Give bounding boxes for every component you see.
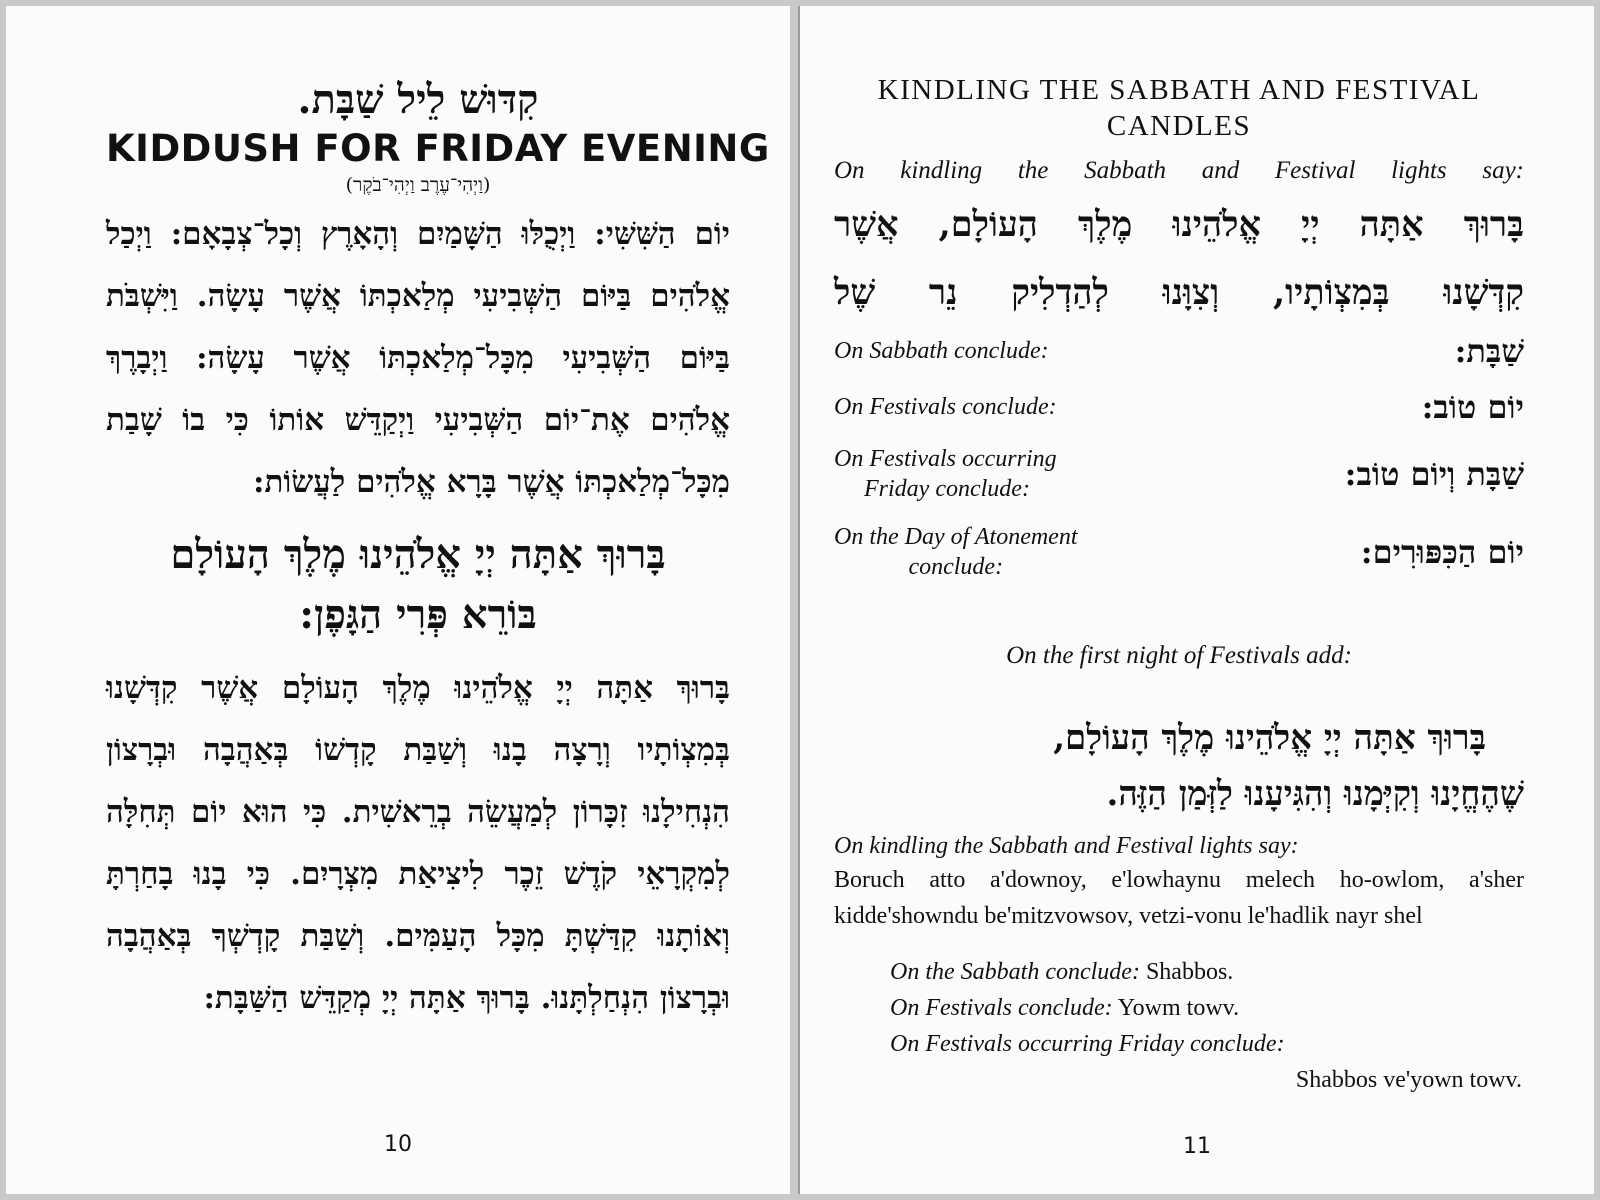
candles-title-line-2: CANDLES [1106,110,1252,142]
conclusion-row [834,444,1524,504]
kiddush-paragraph-2: בָּרוּךְ אַתָּה יְיָ אֱלֹהֵינוּ מֶלֶךְ הָעוֹלָם אֲשֶׁר קִדְּשָׁנוּ בְּמִצְוֹתָיו וְרָצָה בָנוּ וְשַׁבַּת קָדְשׁוֹ בְּאַהֲבָה וּבְרָצוֹן הִנְחִילָנוּ זִכָּרוֹן לְמַעֲשֵׂה בְרֵאשִׁית. כִּי הוּא יוֹם תְּחִלָּה לְמִקְרָאֵי קֹדֶשׁ זֵכֶר לִיצִיאַת מִצְרָיִם. כִּי בָנוּ בָחַרְתָּ וְאוֹתָנוּ קִדַּשְׁתָּ מִכָּל הָעַמִּים. וְשַׁבַּת קָדְשְׁךָ בְּאַהֲבָה וּבְרָצוֹן הִנְחַלְתָּנוּ. בָּרוּךְ אַתָּה יְיָ מְקַדֵּשׁ הַשַּׁבָּת: [106,670,730,1016]
instruction-first-night: On the first night of Festivals add: [1006,642,1352,669]
candles-title [834,72,1524,144]
right-page [798,6,1594,1194]
transliteration-conclusions [890,954,1524,1098]
page-number-right: 11 [1183,1134,1211,1159]
blessing-over-wine [106,525,730,645]
conclusion-hebrew: יוֹם הַכִּפּוּרִים: [1360,533,1524,571]
shehecheyanu-line-1: בָּרוּךְ אַתָּה יְיָ אֱלֹהֵינוּ מֶלֶךְ הָעוֹלָם, [1053,718,1486,758]
conclusion-hebrew: יוֹם טוֹב: [1421,388,1524,426]
conclusion-label [834,522,1078,582]
kiddush-title: KIDDUSH FOR FRIDAY EVENING [106,127,770,170]
conclusion-hebrew: שַׁבָּת וְיוֹם טוֹב: [1344,455,1524,493]
translit-sabbath [890,954,1524,990]
conclusion-label-line: conclude: [908,554,1004,580]
candle-blessing-line-1: בָּרוּךְ אַתָּה יְיָ אֱלֹהֵינוּ מֶלֶךְ הָעוֹלָם, אֲשֶׁר [834,204,1524,245]
kiddush-subtitle: (וַיְהִי־עֶרֶב וַיְהִי־בֹקֶר) [345,174,491,196]
conclusion-label-line: On Festivals conclude: [834,394,1057,420]
instruction-kindling-transliteration: On kindling the Sabbath and Festival lights say: [834,833,1299,859]
blessing-line-1: בָּרוּךְ אַתָּה יְיָ אֱלֹהֵינוּ מֶלֶךְ הָעוֹלָם [170,531,666,578]
translit-sabbath-label: On the Sabbath conclude: [890,959,1140,985]
translit-festivals-label: On Festivals conclude: [890,995,1113,1021]
candle-blessing-line-2: קִדְּשָׁנוּ בְּמִצְוֹתָיו, וְצִוָּנוּ לְהַדְלִיק נֵר שֶׁל [834,272,1524,313]
candles-title-line-1: KINDLING THE SABBATH AND FESTIVAL [877,74,1481,106]
conclusion-label-line: Friday conclude: [864,476,1030,502]
kiddush-hebrew-title: קִדּוּשׁ לֵיל שַׁבָּת. [297,76,539,123]
conclusion-row [834,388,1524,426]
translit-friday-value: Shabbos ve'yown towv. [1295,1067,1522,1093]
conclusions-list [834,332,1524,582]
blessing-line-2: בּוֹרֵא פְּרִי הַגָּפֶן: [299,591,537,638]
instruction-kindling: On kindling the Sabbath and Festival lights say: [834,157,1524,184]
conclusion-row [834,332,1524,370]
conclusion-hebrew: שַׁבָּת: [1454,332,1524,370]
conclusion-label-line: On the Day of Atonement [834,524,1078,550]
left-page [6,6,790,1194]
translit-friday-label: On Festivals occurring Friday conclude: [890,1031,1285,1057]
conclusion-row [834,522,1524,582]
shehecheyanu-line-2: שֶׁהֶחֱיָנוּ וְקִיְּמָנוּ וְהִגִּיעָנוּ לַזְּמַן הַזֶּה. [1106,774,1524,814]
conclusion-label-line: On Festivals occurring [834,446,1057,472]
translit-sabbath-value: Shabbos. [1145,959,1234,985]
transliteration-text: Boruch atto a'downoy, e'lowhaynu melech ho-owlom, a'sher kidde'showndu be'mitzvowsov, vetzi-vonu le'hadlik nayr shel [834,867,1524,929]
conclusion-label [834,392,1057,422]
translit-festivals-value: Yowm towv. [1117,995,1240,1021]
page-number-left: 10 [384,1132,412,1157]
conclusion-label [834,444,1057,504]
conclusion-label-line: On Sabbath conclude: [834,338,1049,364]
conclusion-label [834,336,1049,366]
kiddush-paragraph-1: יוֹם הַשִּׁשִּׁי: וַיְכֻלּוּ הַשָּׁמַיִם וְהָאָרֶץ וְכָל־צְבָאָם: וַיְכַל אֱלֹהִים בַּיּוֹם הַשְּׁבִיעִי מְלַאכְתּוֹ אֲשֶׁר עָשָׂה. וַיִּשְׁבֹּת בַּיּוֹם הַשְּׁבִיעִי מִכָּל־מְלַאכְתּוֹ אֲשֶׁר עָשָׂה: וַיְבָרֶךְ אֱלֹהִים אֶת־יוֹם הַשְּׁבִיעִי וַיְקַדֵּשׁ אוֹתוֹ כִּי בוֹ שָׁבַת מִכָּל־מְלַאכְתּוֹ אֲשֶׁר בָּרָא אֱלֹהִים לַעֲשׂוֹת: [106,216,730,500]
translit-festivals [890,990,1524,1026]
